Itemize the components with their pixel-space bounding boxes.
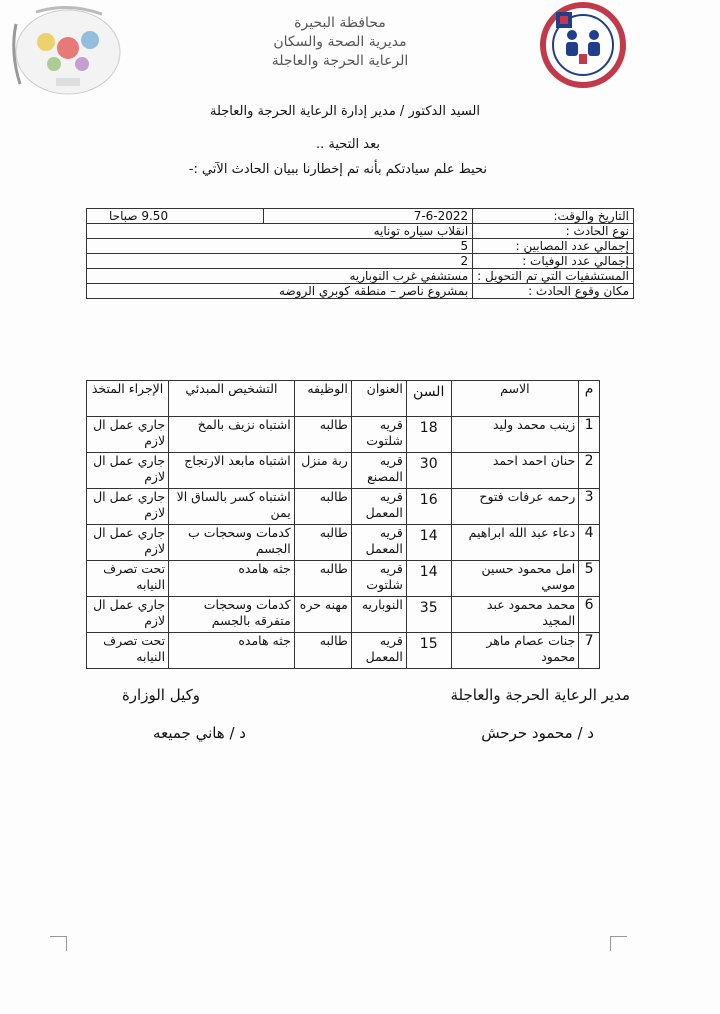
type-label: نوع الحادث :	[473, 224, 634, 239]
row-age: 14	[406, 561, 451, 597]
scan-corner-mark-right	[610, 936, 627, 951]
casualties-header-row	[87, 381, 600, 417]
deaths-count: 2	[87, 254, 473, 269]
greeting-line: بعد التحية ..	[315, 137, 380, 152]
incident-date: 7-6-2022	[264, 209, 473, 224]
row-diagnosis: اشتباه كسر بالساق الا يمن	[169, 489, 295, 525]
row-action: تحت تصرف النيابه	[87, 561, 169, 597]
location-value: بمشروع ناصر – منطقه كوبري الروضه	[87, 284, 473, 299]
incident-row-type	[87, 224, 634, 239]
intro-line: نحيط علم سيادتكم بأنه تم إخطارنا ببيان الحادث الآتي :-	[188, 162, 487, 177]
row-age: 30	[406, 453, 451, 489]
table-row	[87, 561, 600, 597]
header-directorate: مديرية الصحة والسكان	[273, 34, 407, 50]
col-action: الإجراء المتخذ	[87, 381, 169, 417]
row-num: 6	[579, 597, 600, 633]
col-name: الاسم	[451, 381, 579, 417]
row-diagnosis: اشتباه مابعد الارتجاج	[169, 453, 295, 489]
row-num: 1	[579, 417, 600, 453]
row-job: طالبه	[294, 633, 351, 669]
header-block	[240, 14, 440, 71]
row-name: امل محمود حسين موسي	[451, 561, 579, 597]
table-row	[87, 633, 600, 669]
col-num: م	[579, 381, 600, 417]
signature-right-title: مدير الرعاية الحرجة والعاجلة	[450, 686, 630, 704]
row-num: 7	[579, 633, 600, 669]
row-name: دعاء عبد الله ابراهيم	[451, 525, 579, 561]
row-job: طالبه	[294, 489, 351, 525]
health-ministry-logo-icon	[532, 2, 634, 88]
hospitals-label: المستشفيات التي تم التحويل :	[473, 269, 634, 284]
incident-row-injured	[87, 239, 634, 254]
row-name: رحمه عرفات فتوح	[451, 489, 579, 525]
location-label: مكان وقوع الحادث :	[473, 284, 634, 299]
row-diagnosis: اشتباه نزيف بالمخ	[169, 417, 295, 453]
row-num: 5	[579, 561, 600, 597]
row-address: قريه شلتوت	[351, 561, 406, 597]
incident-row-location	[87, 284, 634, 299]
row-job: طالبه	[294, 525, 351, 561]
row-diagnosis: جثه هامده	[169, 561, 295, 597]
row-age: 35	[406, 597, 451, 633]
row-name: جنات عصام ماهر محمود	[451, 633, 579, 669]
col-age: السن	[406, 381, 451, 417]
header-department: الرعاية الحرجة والعاجلة	[271, 53, 409, 69]
row-name: حنان احمد احمد	[451, 453, 579, 489]
row-action: جاري عمل ال لازم	[87, 489, 169, 525]
row-num: 2	[579, 453, 600, 489]
row-job: طالبه	[294, 417, 351, 453]
row-age: 14	[406, 525, 451, 561]
row-address: قريه المعمل	[351, 525, 406, 561]
signature-left-title: وكيل الوزارة	[121, 686, 200, 704]
row-job: طالبه	[294, 561, 351, 597]
col-diagnosis: التشخيص المبدئي	[169, 381, 295, 417]
row-action: تحت تصرف النيابه	[87, 633, 169, 669]
col-job: الوظيفه	[294, 381, 351, 417]
row-age: 15	[406, 633, 451, 669]
casualties-table	[86, 380, 600, 669]
incident-time: 9.50 صباحا	[87, 209, 264, 224]
injured-label: إجمالي عدد المصابين :	[473, 239, 634, 254]
hospitals-value: مستشفي غرب النوباريه	[87, 269, 473, 284]
row-num: 4	[579, 525, 600, 561]
addressee-line: السيد الدكتور / مدير إدارة الرعاية الحرجة والعاجلة	[210, 104, 480, 119]
row-action: جاري عمل ال لازم	[87, 597, 169, 633]
row-action: جاري عمل ال لازم	[87, 453, 169, 489]
row-action: جاري عمل ال لازم	[87, 525, 169, 561]
row-address: قريه المصنع	[351, 453, 406, 489]
table-row	[87, 417, 600, 453]
table-row	[87, 453, 600, 489]
signature-left-name: د / هاني جميعه	[153, 724, 246, 742]
table-row	[87, 597, 600, 633]
datetime-label: التاريخ والوقت:	[473, 209, 634, 224]
table-row	[87, 489, 600, 525]
row-num: 3	[579, 489, 600, 525]
col-address: العنوان	[351, 381, 406, 417]
row-diagnosis: جثه هامده	[169, 633, 295, 669]
deaths-label: إجمالي عدد الوفيات :	[473, 254, 634, 269]
row-job: ربة منزل	[294, 453, 351, 489]
row-diagnosis: كدمات وسحجات ب الجسم	[169, 525, 295, 561]
row-age: 16	[406, 489, 451, 525]
row-address: قريه شلتوت	[351, 417, 406, 453]
row-name: محمد محمود عبد المجيد	[451, 597, 579, 633]
row-name: زينب محمد وليد	[451, 417, 579, 453]
row-diagnosis: كدمات وسحجات متفرقه بالجسم	[169, 597, 295, 633]
incident-row-hospitals	[87, 269, 634, 284]
row-job: مهنه حره	[294, 597, 351, 633]
incident-row-datetime	[87, 209, 634, 224]
row-address: قريه المعمل	[351, 633, 406, 669]
row-address: قريه المعمل	[351, 489, 406, 525]
incident-info-table	[86, 208, 634, 299]
injured-count: 5	[87, 239, 473, 254]
incident-row-deaths	[87, 254, 634, 269]
ministry-emblem-icon	[6, 4, 122, 98]
table-row	[87, 525, 600, 561]
row-action: جاري عمل ال لازم	[87, 417, 169, 453]
row-address: النوباريه	[351, 597, 406, 633]
incident-type: انقلاب سياره تونايه	[87, 224, 473, 239]
signature-right-name: د / محمود حرحش	[481, 724, 594, 742]
scan-corner-mark-left	[50, 936, 67, 951]
header-governorate: محافظة البحيرة	[294, 15, 386, 31]
row-age: 18	[406, 417, 451, 453]
